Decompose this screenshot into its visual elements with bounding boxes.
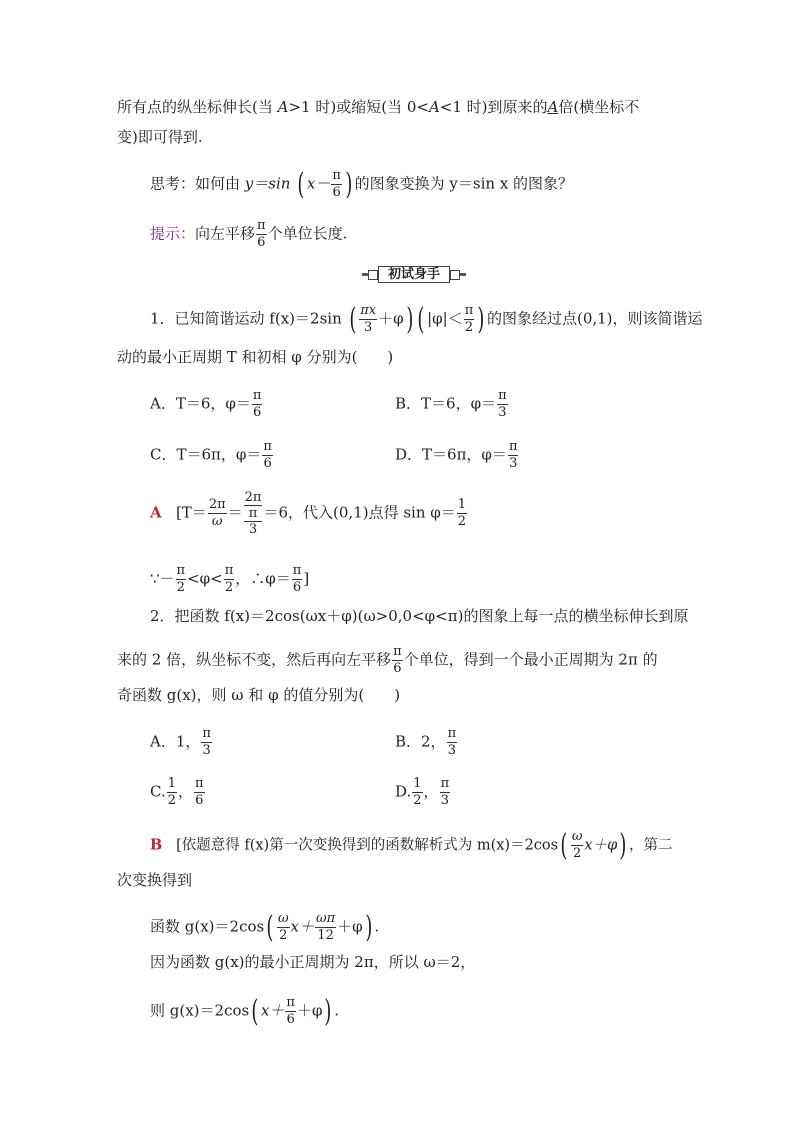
numerator: 1 bbox=[413, 776, 422, 791]
denominator: 3 bbox=[498, 405, 507, 420]
q2-option-d bbox=[395, 776, 451, 809]
q2-option-a bbox=[150, 726, 213, 759]
denominator: 2 bbox=[167, 793, 176, 808]
q1-line-2: 动的最小正周期 T 和初相 φ 分别为( ) bbox=[117, 348, 394, 366]
text: x＋ bbox=[260, 1001, 285, 1020]
text: . bbox=[374, 917, 380, 936]
option-label: A．1， bbox=[150, 732, 201, 751]
option-label: A．T＝6，φ＝ bbox=[150, 394, 251, 413]
right-paren: ) bbox=[619, 827, 627, 863]
fraction bbox=[167, 776, 177, 809]
right-paren: ) bbox=[405, 301, 414, 337]
text: ∵－ bbox=[150, 569, 175, 588]
numerator: ω bbox=[277, 911, 289, 926]
var-A-underlined: A bbox=[547, 98, 559, 116]
fraction bbox=[508, 439, 519, 472]
text: <1 时)到原来的 bbox=[439, 98, 548, 116]
answer-letter: A bbox=[150, 503, 162, 522]
numerator: 2π bbox=[244, 490, 262, 505]
q2-stem-1: 2．把函数 f(x)＝2cos(ωx＋φ)(ω>0,0<φ<π)的图象上每一点的横坐标伸长到原 bbox=[150, 607, 689, 625]
text: 1．已知简谐运动 f(x)＝2sin bbox=[150, 309, 342, 328]
numerator: π bbox=[440, 776, 450, 791]
denominator: 2 bbox=[224, 580, 234, 595]
fraction bbox=[571, 829, 584, 862]
q1-stem bbox=[150, 303, 703, 336]
think-label: 思考：如何由 bbox=[150, 174, 245, 193]
left-paren: ( bbox=[297, 166, 305, 202]
numerator: π bbox=[286, 995, 295, 1010]
option-label: B．T＝6，φ＝ bbox=[395, 394, 497, 413]
q1-solution bbox=[150, 490, 468, 537]
denominator: 6 bbox=[286, 1012, 295, 1027]
q2-option-c bbox=[150, 776, 206, 809]
denominator: 6 bbox=[253, 405, 262, 420]
text: [T＝ bbox=[175, 503, 207, 522]
option-label: C. bbox=[150, 782, 166, 801]
fraction bbox=[252, 388, 263, 421]
text: <φ< bbox=[187, 569, 223, 588]
text: 个单位，得到一个最小正周期为 2π 的 bbox=[403, 650, 658, 669]
numerator: ω bbox=[571, 829, 583, 844]
fraction bbox=[331, 168, 342, 201]
left-paren: ( bbox=[348, 301, 356, 337]
hint-label: 提示： bbox=[150, 224, 196, 243]
q1-option-d bbox=[395, 439, 519, 472]
denominator: 6 bbox=[393, 661, 402, 676]
denominator-numerator: π bbox=[244, 506, 263, 522]
fraction bbox=[285, 995, 296, 1028]
left-paren: ( bbox=[266, 909, 274, 945]
numerator: π bbox=[508, 439, 518, 454]
numerator: π bbox=[464, 303, 474, 318]
denominator: 2 bbox=[464, 320, 474, 335]
var-A: A bbox=[277, 98, 289, 116]
fraction bbox=[440, 776, 451, 809]
fraction bbox=[201, 726, 212, 759]
denominator: 6 bbox=[195, 793, 204, 808]
q2-solution-2: 次变换得到 bbox=[117, 871, 193, 889]
text: |φ|＜ bbox=[427, 309, 463, 328]
denominator: 2 bbox=[572, 846, 582, 861]
text: ＋φ bbox=[378, 309, 404, 328]
fraction bbox=[315, 911, 336, 944]
denominator-denominator: 3 bbox=[248, 522, 258, 537]
text: x＋φ bbox=[584, 837, 618, 854]
numerator: π bbox=[498, 388, 507, 403]
numerator: π bbox=[292, 563, 302, 578]
numerator: ωπ bbox=[316, 911, 336, 926]
numerator: π bbox=[252, 388, 262, 403]
text: ，第二 bbox=[628, 837, 673, 854]
fraction bbox=[412, 776, 422, 809]
right-paren: ) bbox=[324, 993, 332, 1029]
fraction bbox=[176, 563, 187, 596]
fraction bbox=[457, 497, 467, 530]
fraction bbox=[447, 726, 458, 759]
text: ＝ bbox=[227, 503, 243, 522]
numerator: πx bbox=[360, 303, 377, 318]
numerator: 2π bbox=[208, 497, 226, 512]
q2-solution-4: 因为函数 g(x)的最小正周期为 2π，所以 ω＝2， bbox=[150, 953, 476, 971]
q2-option-b bbox=[395, 726, 458, 759]
denominator: 6 bbox=[332, 185, 341, 200]
text: 所有点的纵坐标伸长(当 bbox=[117, 98, 278, 116]
q1-solution-2 bbox=[150, 563, 309, 596]
text: ＋φ bbox=[296, 1001, 323, 1020]
q2-solution-5 bbox=[150, 995, 339, 1028]
numerator: 1 bbox=[167, 776, 176, 791]
numerator: π bbox=[176, 563, 186, 578]
text: ＝6，代入(0,1)点得 sin φ＝ bbox=[263, 503, 456, 522]
denominator: 6 bbox=[292, 580, 302, 595]
answer-letter: B bbox=[150, 836, 163, 854]
q2-solution-3 bbox=[150, 911, 379, 944]
text: [依题意得 f(x)第一次变换得到的函数解析式为 m(x)＝2cos bbox=[176, 837, 559, 854]
right-paren: ) bbox=[477, 301, 485, 337]
numerator: 1 bbox=[457, 497, 467, 512]
denominator: ω bbox=[211, 514, 223, 529]
text: 倍(横坐标不 bbox=[558, 98, 640, 116]
intro-line-1 bbox=[117, 97, 639, 117]
denominator: 2 bbox=[457, 514, 467, 529]
left-paren: ( bbox=[251, 993, 259, 1029]
denominator: 3 bbox=[364, 320, 373, 335]
fraction bbox=[256, 218, 267, 251]
q1-option-a bbox=[150, 388, 263, 421]
numerator: π bbox=[263, 439, 272, 454]
banner-notch bbox=[450, 270, 460, 280]
q1-option-c bbox=[150, 439, 274, 472]
denominator: 3 bbox=[509, 456, 518, 471]
text: 个单位长度. bbox=[267, 224, 348, 243]
denominator: 3 bbox=[440, 793, 449, 808]
option-label: C．T＝6π，φ＝ bbox=[150, 445, 262, 464]
numerator: π bbox=[195, 776, 204, 791]
fraction bbox=[224, 563, 235, 596]
q2-stem-2 bbox=[117, 644, 658, 677]
banner-notch bbox=[368, 270, 378, 280]
text: ，∴φ＝ bbox=[235, 569, 291, 588]
section-title: 初试身手 bbox=[378, 266, 450, 283]
denominator: 12 bbox=[317, 928, 334, 943]
text: ， bbox=[178, 782, 194, 801]
q1-option-b bbox=[395, 388, 509, 421]
text: 向左平移 bbox=[195, 224, 256, 243]
right-paren: ) bbox=[345, 166, 353, 202]
numerator: π bbox=[202, 726, 211, 741]
text: x＋ bbox=[290, 917, 315, 936]
fraction bbox=[194, 776, 205, 809]
text: 的图象经过点(0,1)，则该简谐运 bbox=[486, 309, 703, 328]
fraction bbox=[392, 644, 403, 677]
text: 函数 g(x)＝2cos bbox=[150, 917, 265, 936]
fraction bbox=[497, 388, 508, 421]
text: ＋φ bbox=[337, 917, 363, 936]
option-label: D．T＝6π，φ＝ bbox=[395, 445, 507, 464]
denominator: 6 bbox=[263, 456, 272, 471]
fraction bbox=[292, 563, 303, 596]
right-paren: ) bbox=[365, 909, 373, 945]
denominator: 2 bbox=[176, 580, 185, 595]
denominator: 3 bbox=[202, 743, 211, 758]
text: 则 g(x)＝2cos bbox=[150, 1001, 250, 1020]
numerator: π bbox=[447, 726, 457, 741]
text: >1 时)或缩短(当 0< bbox=[288, 98, 429, 116]
denominator: 2 bbox=[279, 928, 288, 943]
expr: x－ bbox=[306, 174, 331, 193]
fraction bbox=[277, 911, 290, 944]
section-banner bbox=[362, 266, 466, 282]
q2-stem-3: 奇函数 g(x)，则 ω 和 φ 的值分别为( ) bbox=[117, 686, 401, 704]
intro-line-2: 变)即可得到. bbox=[117, 128, 203, 146]
numerator: π bbox=[224, 563, 234, 578]
var-A: A bbox=[428, 98, 440, 116]
text: ] bbox=[303, 569, 310, 588]
fraction bbox=[464, 303, 475, 336]
numerator: π bbox=[393, 644, 402, 659]
denominator: 2 bbox=[413, 793, 422, 808]
denominator: 3 bbox=[447, 743, 456, 758]
fraction bbox=[262, 439, 273, 472]
numerator: π bbox=[332, 168, 341, 183]
hint-line bbox=[150, 218, 347, 251]
option-label: B．2， bbox=[395, 732, 446, 751]
left-paren: ( bbox=[417, 301, 425, 337]
text: 来的 2 倍，纵坐标不变，然后再向左平移 bbox=[117, 650, 392, 669]
expr: y＝sin bbox=[244, 174, 291, 193]
left-paren: ( bbox=[560, 827, 568, 863]
text: . bbox=[334, 1001, 339, 1020]
text: 的图象变换为 y＝sin x 的图象？ bbox=[354, 174, 574, 193]
denominator: 6 bbox=[257, 235, 266, 250]
think-line bbox=[150, 168, 573, 201]
numerator: π bbox=[257, 218, 266, 233]
q2-solution bbox=[150, 829, 672, 862]
option-label: D. bbox=[395, 782, 412, 801]
text: ， bbox=[423, 782, 439, 801]
fraction bbox=[208, 497, 227, 530]
fraction bbox=[359, 303, 377, 336]
compound-fraction bbox=[244, 490, 263, 537]
